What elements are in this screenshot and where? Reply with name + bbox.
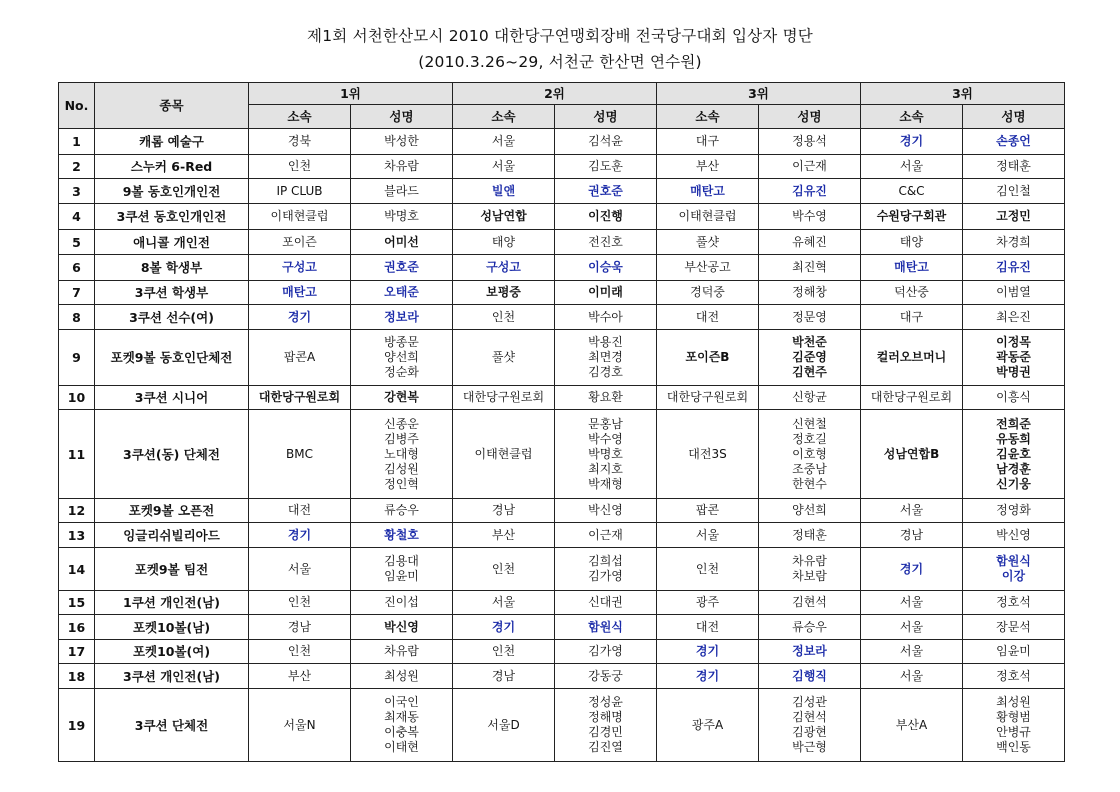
row-number: 9: [59, 330, 95, 386]
name-cell: 김인철: [963, 179, 1065, 204]
member-name: 문홍남: [588, 416, 623, 431]
affiliation-cell: 보평중: [453, 281, 555, 305]
name-cell: 정호석: [963, 591, 1065, 615]
header-name: 성명: [351, 105, 453, 129]
event-name: 3쿠션 동호인개인전: [95, 204, 249, 230]
affiliation-cell: 서울: [453, 129, 555, 155]
name-cell: 이근재: [555, 523, 657, 548]
event-name: 1쿠션 개인전(남): [95, 591, 249, 615]
name-cell: 이미래: [555, 281, 657, 305]
member-name: 김경호: [588, 365, 623, 379]
name-cell: 김현석: [759, 591, 861, 615]
name-cell: [351, 548, 453, 591]
affiliation-cell: 풀샷: [657, 230, 759, 255]
affiliation-cell: 팝콘: [657, 499, 759, 523]
row-number: 15: [59, 591, 95, 615]
affiliation-cell: 대한당구원로회: [453, 386, 555, 410]
name-cell: [555, 689, 657, 762]
header-rank-3b: 3위: [861, 83, 1065, 105]
affiliation-cell: 경남: [861, 523, 963, 548]
affiliation-cell: 인천: [657, 548, 759, 591]
affiliation-cell: 포이즌: [249, 230, 351, 255]
affiliation-cell: 컬러오브머니: [861, 330, 963, 386]
member-name: 노대형: [384, 446, 419, 461]
header-affiliation: 소속: [249, 105, 351, 129]
table-row: [59, 305, 1065, 330]
affiliation-cell: 서울: [453, 155, 555, 179]
table-row: [59, 386, 1065, 410]
name-cell: 임윤미: [963, 640, 1065, 664]
affiliation-cell: 서울N: [249, 689, 351, 762]
row-number: 2: [59, 155, 95, 179]
member-name: 정인혁: [384, 476, 419, 491]
affiliation-cell: 광주A: [657, 689, 759, 762]
event-name: 스누커 6-Red: [95, 155, 249, 179]
table-row: [59, 281, 1065, 305]
name-cell: 정호석: [963, 664, 1065, 689]
name-cell: 양선희: [759, 499, 861, 523]
affiliation-cell: 부산: [249, 664, 351, 689]
member-name: 양선희: [384, 350, 419, 364]
member-name: 전희준: [996, 416, 1031, 431]
name-cell: 정보라: [759, 640, 861, 664]
event-name: 9볼 동호인개인전: [95, 179, 249, 204]
name-cell: [351, 330, 453, 386]
affiliation-cell: 서울: [861, 615, 963, 640]
name-cell: 박명호: [351, 204, 453, 230]
member-name: 박수영: [588, 431, 623, 446]
name-cell: [759, 330, 861, 386]
member-name: 박천준: [792, 335, 827, 349]
name-cell: 박신영: [963, 523, 1065, 548]
affiliation-cell: 팝콘A: [249, 330, 351, 386]
member-name: 신기웅: [996, 476, 1031, 491]
row-number: 8: [59, 305, 95, 330]
event-name: 포켓10볼(여): [95, 640, 249, 664]
header-rank-2: 2위: [453, 83, 657, 105]
affiliation-cell: 대전: [657, 615, 759, 640]
row-number: 17: [59, 640, 95, 664]
affiliation-cell: 서울: [453, 591, 555, 615]
name-cell: 이진행: [555, 204, 657, 230]
name-cell: 차유람: [351, 155, 453, 179]
affiliation-cell: 부산: [453, 523, 555, 548]
affiliation-cell: 빌앤: [453, 179, 555, 204]
name-cell: 최진혁: [759, 255, 861, 281]
event-name: 포켓10볼(남): [95, 615, 249, 640]
name-cell: 블라드: [351, 179, 453, 204]
member-name: 한현수: [792, 476, 827, 491]
affiliation-cell: 서울: [861, 591, 963, 615]
member-name: 정해명: [588, 710, 623, 724]
affiliation-cell: 서울: [861, 499, 963, 523]
member-name: 김용대: [384, 554, 419, 568]
table-row: [59, 255, 1065, 281]
affiliation-cell: 광주: [657, 591, 759, 615]
table-row: [59, 591, 1065, 615]
event-name: 3쿠션 시니어: [95, 386, 249, 410]
name-cell: 정해창: [759, 281, 861, 305]
member-name: 김광현: [792, 725, 827, 739]
affiliation-cell: 서울: [657, 523, 759, 548]
member-name: 최면경: [588, 350, 623, 364]
event-name: 포켓9볼 동호인단체전: [95, 330, 249, 386]
header-rank-3a: 3위: [657, 83, 861, 105]
affiliation-cell: 서울D: [453, 689, 555, 762]
name-cell: 이근재: [759, 155, 861, 179]
affiliation-cell: 대한당구원로회: [249, 386, 351, 410]
member-name: 유동희: [996, 431, 1031, 446]
member-name: 박용진: [588, 335, 623, 349]
affiliation-cell: 경기: [249, 305, 351, 330]
header-rank-1: 1위: [249, 83, 453, 105]
member-name: 김진열: [588, 740, 623, 754]
member-name: 최재동: [384, 710, 419, 724]
affiliation-cell: 이태현클럽: [453, 410, 555, 499]
row-number: 3: [59, 179, 95, 204]
affiliation-cell: 대구: [657, 129, 759, 155]
event-name: 3쿠션 학생부: [95, 281, 249, 305]
event-name: 3쿠션 단체전: [95, 689, 249, 762]
row-number: 4: [59, 204, 95, 230]
table-row: [59, 615, 1065, 640]
name-cell: 권호준: [351, 255, 453, 281]
name-cell: [555, 330, 657, 386]
name-cell: 박신영: [351, 615, 453, 640]
row-number: 13: [59, 523, 95, 548]
table-row: [59, 129, 1065, 155]
event-name: 포켓9볼 팀전: [95, 548, 249, 591]
page-subtitle: (2010.3.26~29, 서천군 한산면 연수원): [418, 53, 702, 71]
affiliation-cell: 대한당구원로회: [861, 386, 963, 410]
header-affiliation: 소속: [861, 105, 963, 129]
name-cell: 오태준: [351, 281, 453, 305]
affiliation-cell: 성남연합B: [861, 410, 963, 499]
name-cell: 박성한: [351, 129, 453, 155]
affiliation-cell: 대전3S: [657, 410, 759, 499]
affiliation-cell: 태양: [861, 230, 963, 255]
affiliation-cell: 대전: [657, 305, 759, 330]
member-name: 남경훈: [996, 461, 1031, 476]
name-cell: 김가영: [555, 640, 657, 664]
affiliation-cell: 경기: [453, 615, 555, 640]
affiliation-cell: 경기: [657, 664, 759, 689]
name-cell: 고정민: [963, 204, 1065, 230]
affiliation-cell: 인천: [249, 155, 351, 179]
name-cell: 정태훈: [759, 523, 861, 548]
affiliation-cell: 매탄고: [249, 281, 351, 305]
name-cell: [963, 410, 1065, 499]
affiliation-cell: 경기: [861, 548, 963, 591]
name-cell: 진이섭: [351, 591, 453, 615]
affiliation-cell: 인천: [453, 640, 555, 664]
member-name: 이태현: [384, 740, 419, 754]
name-cell: 김유진: [759, 179, 861, 204]
affiliation-cell: 대한당구원로회: [657, 386, 759, 410]
member-name: 함원식: [996, 554, 1031, 568]
name-cell: 김석윤: [555, 129, 657, 155]
name-cell: 류승우: [351, 499, 453, 523]
name-cell: 이흥식: [963, 386, 1065, 410]
name-cell: [963, 330, 1065, 386]
name-cell: 차유람: [351, 640, 453, 664]
name-cell: 황철호: [351, 523, 453, 548]
name-cell: 최성원: [351, 664, 453, 689]
affiliation-cell: 구성고: [453, 255, 555, 281]
member-name: 김병주: [384, 431, 419, 446]
header-event: 종목: [95, 83, 249, 129]
name-cell: 신항균: [759, 386, 861, 410]
member-name: 김현주: [792, 365, 827, 379]
affiliation-cell: 풀샷: [453, 330, 555, 386]
event-name: 애니콜 개인전: [95, 230, 249, 255]
event-name: 3쿠션 선수(여): [95, 305, 249, 330]
table-row: [59, 330, 1065, 386]
name-cell: 권호준: [555, 179, 657, 204]
member-name: 이충복: [384, 725, 419, 739]
name-cell: [963, 689, 1065, 762]
affiliation-cell: 덕산중: [861, 281, 963, 305]
member-name: 조중남: [792, 461, 827, 476]
member-name: 김현석: [792, 710, 827, 724]
row-number: 16: [59, 615, 95, 640]
event-name: 3쿠션 개인전(남): [95, 664, 249, 689]
table-row: [59, 204, 1065, 230]
member-name: 김성관: [792, 695, 827, 709]
row-number: 14: [59, 548, 95, 591]
affiliation-cell: 경덕중: [657, 281, 759, 305]
table-row: [59, 640, 1065, 664]
name-cell: 정태훈: [963, 155, 1065, 179]
page-title: 제1회 서천한산모시 2010 대한당구연맹회장배 전국당구대회 입상자 명단: [307, 27, 813, 45]
name-cell: 김행직: [759, 664, 861, 689]
name-cell: 황요환: [555, 386, 657, 410]
name-cell: 박수아: [555, 305, 657, 330]
name-cell: 정영화: [963, 499, 1065, 523]
table-row: [59, 523, 1065, 548]
event-name: 캐롬 예술구: [95, 129, 249, 155]
member-name: 김경민: [588, 725, 623, 739]
affiliation-cell: 경기: [861, 129, 963, 155]
affiliation-cell: 경남: [453, 499, 555, 523]
row-number: 5: [59, 230, 95, 255]
name-cell: 강동궁: [555, 664, 657, 689]
member-name: 이정목: [996, 335, 1031, 349]
row-number: 19: [59, 689, 95, 762]
member-name: 이호형: [792, 446, 827, 461]
name-cell: 박신영: [555, 499, 657, 523]
name-cell: [555, 548, 657, 591]
name-cell: 정문영: [759, 305, 861, 330]
affiliation-cell: 서울: [861, 155, 963, 179]
member-name: 정호길: [792, 431, 827, 446]
affiliation-cell: 경남: [249, 615, 351, 640]
member-name: 백인동: [996, 740, 1031, 754]
member-name: 박명호: [588, 446, 623, 461]
table-row: [59, 410, 1065, 499]
affiliation-cell: 대전: [249, 499, 351, 523]
name-cell: 손종언: [963, 129, 1065, 155]
affiliation-cell: 서울: [249, 548, 351, 591]
event-name: 3쿠션(동) 단체전: [95, 410, 249, 499]
table-row: [59, 689, 1065, 762]
event-name: 포켓9볼 오픈전: [95, 499, 249, 523]
member-name: 최지호: [588, 461, 623, 476]
member-name: 정성윤: [588, 695, 623, 709]
table-row: [59, 179, 1065, 204]
affiliation-cell: 성남연합: [453, 204, 555, 230]
winners-table: [58, 82, 1065, 762]
name-cell: [759, 689, 861, 762]
name-cell: 최은진: [963, 305, 1065, 330]
name-cell: 정보라: [351, 305, 453, 330]
member-name: 최성원: [996, 695, 1031, 709]
member-name: 안병규: [996, 725, 1031, 739]
name-cell: 류승우: [759, 615, 861, 640]
affiliation-cell: 부산공고: [657, 255, 759, 281]
member-name: 박근형: [792, 740, 827, 754]
member-name: 임윤미: [384, 569, 419, 583]
member-name: 김윤호: [996, 446, 1031, 461]
affiliation-cell: 인천: [249, 591, 351, 615]
member-name: 신종운: [384, 416, 419, 431]
name-cell: [351, 410, 453, 499]
affiliation-cell: 경남: [453, 664, 555, 689]
header-no: No.: [59, 83, 95, 129]
name-cell: [555, 410, 657, 499]
member-name: 박명권: [996, 365, 1031, 379]
member-name: 김준영: [792, 350, 827, 364]
row-number: 1: [59, 129, 95, 155]
name-cell: 신대권: [555, 591, 657, 615]
name-cell: 어미선: [351, 230, 453, 255]
member-name: 김성원: [384, 461, 419, 476]
affiliation-cell: 수원당구회관: [861, 204, 963, 230]
name-cell: 이범열: [963, 281, 1065, 305]
affiliation-cell: C&C: [861, 179, 963, 204]
member-name: 정순화: [384, 365, 419, 379]
affiliation-cell: 이태현클럽: [249, 204, 351, 230]
member-name: 곽동준: [996, 350, 1031, 364]
affiliation-cell: 대구: [861, 305, 963, 330]
member-name: 김희섭: [588, 554, 623, 568]
header-affiliation: 소속: [453, 105, 555, 129]
name-cell: [351, 689, 453, 762]
affiliation-cell: 경기: [249, 523, 351, 548]
name-cell: 함원식: [555, 615, 657, 640]
row-number: 18: [59, 664, 95, 689]
affiliation-cell: IP CLUB: [249, 179, 351, 204]
member-name: 황형범: [996, 710, 1031, 724]
affiliation-cell: 경북: [249, 129, 351, 155]
member-name: 신현철: [792, 416, 827, 431]
name-cell: 정용석: [759, 129, 861, 155]
member-name: 이강: [1001, 569, 1026, 583]
row-number: 6: [59, 255, 95, 281]
member-name: 김가영: [588, 569, 623, 583]
name-cell: 박수영: [759, 204, 861, 230]
name-cell: [759, 410, 861, 499]
member-name: 차보람: [792, 569, 827, 583]
name-cell: [759, 548, 861, 591]
row-number: 11: [59, 410, 95, 499]
table-row: [59, 548, 1065, 591]
header-name: 성명: [555, 105, 657, 129]
name-cell: 이승욱: [555, 255, 657, 281]
event-name: 8볼 학생부: [95, 255, 249, 281]
affiliation-cell: 매탄고: [861, 255, 963, 281]
event-name: 잉글리쉬빌리아드: [95, 523, 249, 548]
name-cell: 김유진: [963, 255, 1065, 281]
row-number: 10: [59, 386, 95, 410]
affiliation-cell: BMC: [249, 410, 351, 499]
name-cell: [963, 548, 1065, 591]
table-row: [59, 664, 1065, 689]
name-cell: 전진호: [555, 230, 657, 255]
affiliation-cell: 서울: [861, 664, 963, 689]
row-number: 12: [59, 499, 95, 523]
affiliation-cell: 부산: [657, 155, 759, 179]
affiliation-cell: 이태현클럽: [657, 204, 759, 230]
affiliation-cell: 매탄고: [657, 179, 759, 204]
table-row: [59, 499, 1065, 523]
table-row: [59, 230, 1065, 255]
name-cell: 강현복: [351, 386, 453, 410]
affiliation-cell: 인천: [453, 305, 555, 330]
header-affiliation: 소속: [657, 105, 759, 129]
member-name: 방종문: [384, 335, 419, 349]
name-cell: 장문석: [963, 615, 1065, 640]
affiliation-cell: 구성고: [249, 255, 351, 281]
table-row: [59, 155, 1065, 179]
affiliation-cell: 포이즌B: [657, 330, 759, 386]
member-name: 박재형: [588, 476, 623, 491]
affiliation-cell: 경기: [657, 640, 759, 664]
affiliation-cell: 서울: [861, 640, 963, 664]
header-name: 성명: [963, 105, 1065, 129]
affiliation-cell: 부산A: [861, 689, 963, 762]
affiliation-cell: 인천: [249, 640, 351, 664]
name-cell: 유혜진: [759, 230, 861, 255]
affiliation-cell: 태양: [453, 230, 555, 255]
member-name: 차유람: [792, 554, 827, 568]
name-cell: 차경희: [963, 230, 1065, 255]
affiliation-cell: 인천: [453, 548, 555, 591]
header-name: 성명: [759, 105, 861, 129]
member-name: 이국인: [384, 695, 419, 709]
row-number: 7: [59, 281, 95, 305]
name-cell: 김도훈: [555, 155, 657, 179]
